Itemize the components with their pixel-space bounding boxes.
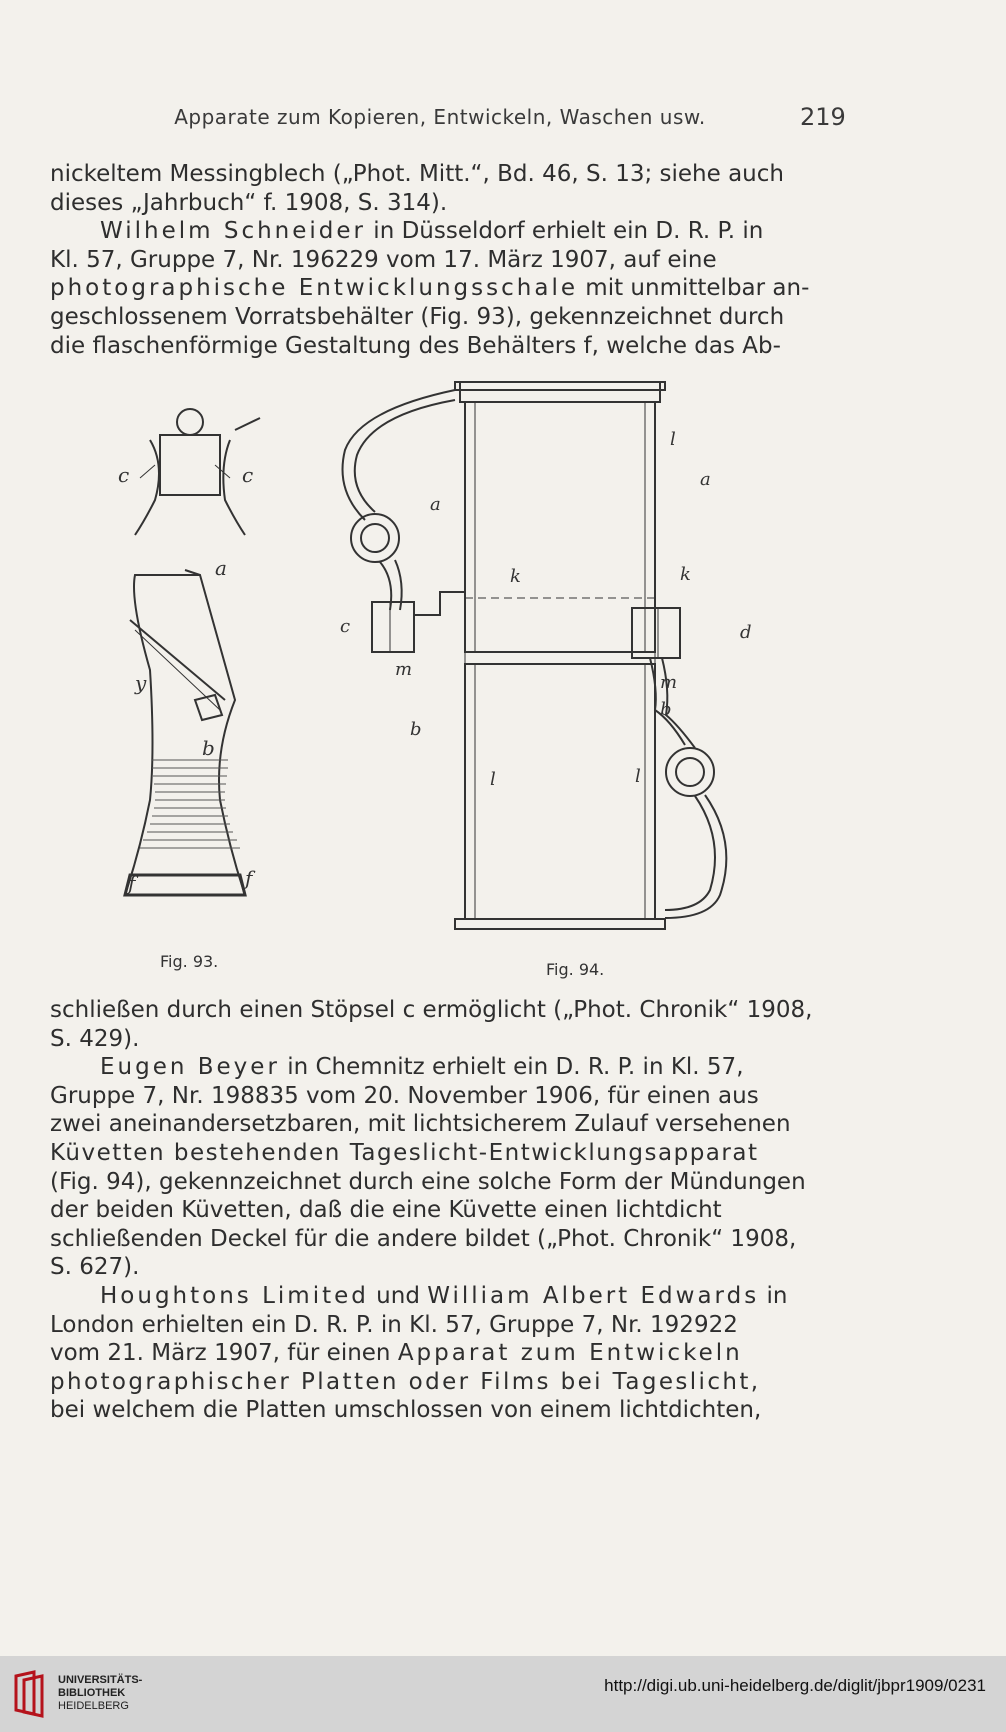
- library-name-line: BIBLIOTHEK: [58, 1687, 126, 1699]
- text-block-top: [50, 160, 845, 360]
- fig94-label-c: c: [340, 616, 351, 637]
- fig93-label-c-right: c: [242, 463, 254, 487]
- fig93-label-b: b: [202, 736, 215, 760]
- text-line: (Fig. 94), gekennzeichnet durch eine solche Form der Mündungen: [50, 1168, 806, 1195]
- figures-area: [110, 370, 810, 979]
- fig94-label-b-left: b: [410, 719, 422, 740]
- text-line: in: [759, 1282, 788, 1309]
- text-line: nickeltem Messingblech („Phot. Mitt.“, Bd. 46, S. 13; siehe auch: [50, 161, 784, 187]
- emphasized-title: Apparat zum Entwickeln: [397, 1340, 743, 1367]
- figure-drawings: [110, 370, 810, 970]
- fig93-label-a: a: [215, 556, 227, 580]
- library-logo-icon: [12, 1670, 52, 1718]
- patentee-name: Houghtons Limited: [100, 1282, 369, 1309]
- fig94-label-m-right: m: [660, 672, 678, 693]
- fig93-label-f-right: f: [245, 866, 253, 890]
- paragraph-1: [50, 160, 845, 217]
- text-line: zwei aneinandersetzbaren, mit lichtsicherem Zulauf versehenen: [50, 1111, 791, 1138]
- text-line: S. 627).: [50, 1254, 140, 1281]
- emphasized-title: photographische Entwicklungsschale: [50, 275, 578, 302]
- page-number: 219: [800, 103, 846, 131]
- emphasized-title: photographischer Platten oder Films bei Tageslicht,: [50, 1368, 761, 1395]
- fig94-caption: Fig. 94.: [546, 960, 605, 979]
- text-line: S. 429).: [50, 1025, 140, 1052]
- fig93-caption: Fig. 93.: [160, 952, 219, 971]
- text-line: mit unmittelbar an-: [577, 275, 810, 302]
- text-line: und: [368, 1282, 428, 1309]
- fig94-label-b-right: b: [660, 699, 672, 720]
- footer-bar: [0, 1656, 1006, 1732]
- fig94-label-k-left: k: [510, 566, 521, 587]
- source-url-link[interactable]: http://digi.ub.uni-heidelberg.de/diglit/jbpr1909/0231: [604, 1676, 986, 1695]
- text-line: Kl. 57, Gruppe 7, Nr. 196229 vom 17. März 1907, auf eine: [50, 246, 717, 273]
- fig93-label-c-left: c: [118, 463, 130, 487]
- text-line: der beiden Küvetten, daß die eine Küvette einen lichtdicht: [50, 1197, 722, 1224]
- patentee-name: Eugen Beyer: [100, 1054, 280, 1081]
- library-name-line: UNIVERSITÄTS-: [58, 1674, 143, 1686]
- fig94-label-d: d: [740, 622, 752, 643]
- library-name: [58, 1674, 142, 1713]
- fig94-label-a-right: a: [700, 469, 711, 490]
- fig94-label-l-left: l: [490, 769, 496, 790]
- running-title: Apparate zum Kopieren, Entwickeln, Waschen usw.: [174, 105, 706, 129]
- fig94-label-a-left: a: [430, 494, 441, 515]
- text-line: dieses „Jahrbuch“ f. 1908, S. 314).: [50, 189, 448, 216]
- fig93-bottle-drawing: [125, 570, 245, 895]
- patentee-name: Wilhelm Schneider: [100, 218, 366, 245]
- paragraph-4: [50, 1053, 845, 1282]
- text-line: geschlossenem Vorratsbehälter (Fig. 93), gekennzeichnet durch: [50, 303, 785, 330]
- fig93-label-y: y: [135, 671, 147, 695]
- text-line: schließenden Deckel für die andere bildet („Phot. Chronik“ 1908,: [50, 1225, 797, 1252]
- text-line: die flaschenförmige Gestaltung des Behälters f, welche das Ab-: [50, 332, 781, 359]
- text-block-bottom: [50, 996, 845, 1425]
- fig94-label-k-right: k: [680, 564, 691, 585]
- library-name-line: HEIDELBERG: [58, 1700, 129, 1712]
- patentee-name: William Albert Edwards: [427, 1282, 760, 1309]
- text-line: schließen durch einen Stöpsel c ermöglicht („Phot. Chronik“ 1908,: [50, 997, 813, 1023]
- paragraph-3: [50, 996, 845, 1053]
- text-line: Gruppe 7, Nr. 198835 vom 20. November 1906, für einen aus: [50, 1082, 759, 1109]
- paragraph-5: [50, 1282, 845, 1425]
- fig94-apparatus-drawing: [343, 382, 727, 929]
- fig94-label-m-left: m: [395, 659, 413, 680]
- text-line: bei welchem die Platten umschlossen von einem lichtdichten,: [50, 1397, 762, 1424]
- paragraph-2: [50, 217, 845, 360]
- fig94-label-l-top: l: [670, 429, 676, 450]
- text-line: vom 21. März 1907, für einen: [50, 1340, 398, 1367]
- fig94-label-l-right: l: [635, 766, 641, 787]
- text-line: in Chemnitz erhielt ein D. R. P. in Kl. 57,: [279, 1054, 744, 1081]
- fig93-label-f-left: f: [128, 871, 136, 895]
- text-line: London erhielten ein D. R. P. in Kl. 57, Gruppe 7, Nr. 192922: [50, 1311, 738, 1338]
- text-line: in Düsseldorf erhielt ein D. R. P. in: [366, 218, 764, 245]
- emphasized-title: Küvetten bestehenden Tageslicht-Entwicklungsapparat: [50, 1139, 759, 1166]
